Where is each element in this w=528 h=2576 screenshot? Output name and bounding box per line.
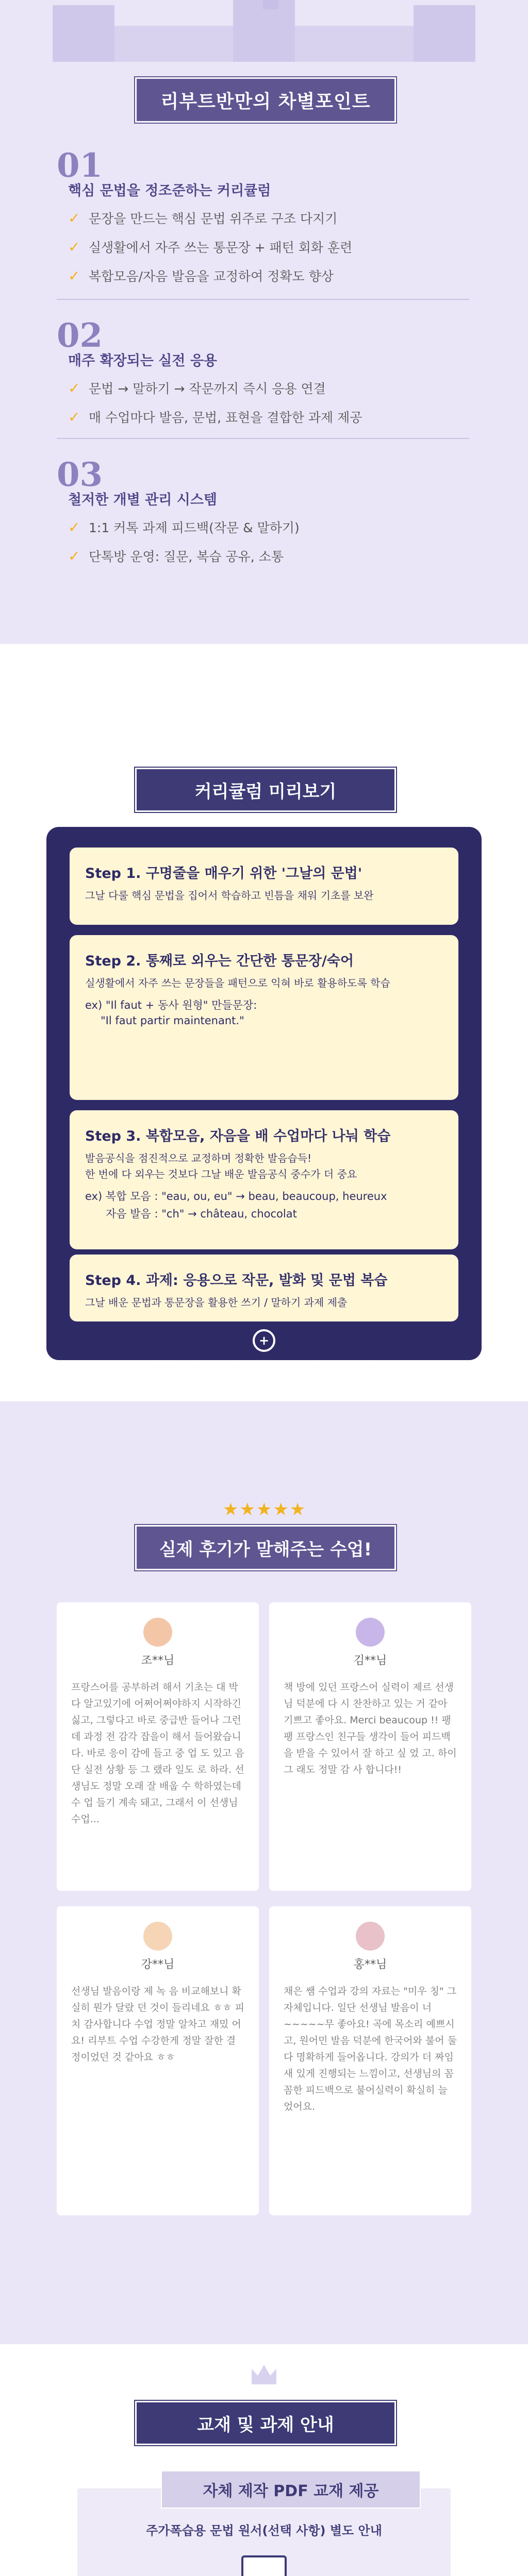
review-card	[269, 1906, 471, 2215]
review-name: 강**님	[141, 1958, 175, 1971]
divider	[57, 438, 469, 439]
point-bullet: ✓ 복합모음/자음 발음을 교정하여 정확도 향상	[68, 267, 334, 284]
review-name: 홍**님	[353, 1958, 387, 1971]
step-desc: 실생활에서 자주 쓰는 문장들을 패턴으로 익혀 바로 활용하도록 학습	[85, 977, 390, 989]
step-title: Step 2. 통째로 외우는 간단한 통문장/숙어	[85, 953, 354, 969]
points-title: 리부트반만의 차별포인트	[135, 77, 396, 123]
step-title: Step 1. 구명줄을 매우기 위한 '그날의 문법'	[85, 866, 362, 882]
zoom-plus-icon: +	[253, 1329, 275, 1352]
point-bullet: ✓ 실생활에서 자주 쓰는 통문장 + 패턴 회화 훈련	[68, 238, 353, 256]
check-icon: ✓	[68, 379, 80, 397]
avatar	[143, 1618, 172, 1647]
point-bullet: ✓ 문법 → 말하기 → 작문까지 즉시 응용 연결	[68, 379, 326, 397]
point-bullet: ✓ 단톡방 운영: 질문, 복습 공유, 소통	[68, 547, 284, 565]
review-text: 채은 쌤 수업과 강의 자료는 "미우 칭" 그 자체입니다. 일단 선생님 발음이 너~~~~~무 좋아요! 곡에 목소리 예쁘시고, 원어민 발음 덕분에 한국어와 불어 둘 다 명확하게 들어옵니다. 강의가 더 짜임새 있게 진행되는 느낌이고, 선생님의 꼼꼼한 피드백으로 불어실력이 확실히 늘었어요.	[284, 1986, 457, 2112]
step-desc: 그날 다룰 핵심 문법을 집어서 학습하고 빈틈을 채워 기초를 보완	[85, 889, 374, 902]
curriculum-step-3	[70, 1110, 458, 1249]
point-number: 03	[57, 455, 103, 494]
point-bullet: ✓ 매 수업마다 발음, 문법, 표현을 결합한 과제 제공	[68, 408, 362, 426]
point-02	[57, 316, 469, 436]
review-text: 책 방에 있던 프랑스어 실력이 제르 선생님 덕분에 다 시 찬찬하고 있는 거 같아 기쁘고 좋아요. Merci beaucoup !! 팽팽 프랑스인 친구들 생각이 들어 피드백을 받을 수 있어서 잘 하고 싶 었 고. 하이 그 래도 정말 감 사 합니다!!	[284, 1682, 457, 1775]
review-card	[57, 1906, 259, 2215]
step-desc: 그날 배운 문법과 통문장을 활용한 쓰기 / 말하기 과제 제출	[85, 1296, 348, 1309]
curriculum-section	[0, 644, 528, 1401]
avatar	[356, 1922, 385, 1951]
avatar	[143, 1922, 172, 1951]
curriculum-title: 커리큘럼 미리보기	[135, 768, 396, 812]
review-name: 김**님	[353, 1654, 387, 1667]
castle-decoration	[84, 0, 444, 62]
reviews-section	[0, 1401, 528, 2344]
step-example: "Il faut partir maintenant."	[101, 1014, 244, 1027]
point-title: 핵심 문법을 정조준하는 커리큘럼	[68, 183, 271, 199]
step-example: ex) "Il faut + 동사 원형" 만들문장:	[85, 999, 257, 1011]
materials-title: 교재 및 과제 안내	[135, 2401, 396, 2445]
divider	[57, 299, 469, 300]
material-pdf	[77, 2482, 451, 2576]
reviews-title: 실제 후기가 말해주는 수업!	[135, 1525, 396, 1570]
point-number: 02	[57, 316, 103, 355]
check-icon: ✓	[68, 238, 80, 256]
curriculum-note: 자세한 목차는 수강 신청 후 확인하실 수 있습니다.	[145, 1360, 383, 1372]
curriculum-step-4	[70, 1255, 458, 1321]
review-text: 선생님 발음이랑 제 녹 음 비교해보니 확실히 뭔가 달랐 던 것이 들리네요 ㅎㅎ 피치 감사합니다 수업 정말 알차고 재밌 어요! 리부트 수업 수강한게 정말 잘한 결정이었던 것 같아요 ㅎㅎ	[71, 1986, 244, 2063]
point-03	[57, 455, 469, 575]
point-bullet: ✓ 문장을 만드는 핵심 문법 위주로 구조 다지기	[68, 209, 338, 227]
review-card	[57, 1602, 259, 1891]
crown-icon	[252, 2365, 276, 2384]
curriculum-step-2	[70, 935, 458, 1100]
step-desc: 한 번에 다 외우는 것보다 그날 배운 발음공식 중수가 더 중요	[85, 1168, 357, 1180]
point-title: 철저한 개별 관리 시스템	[68, 492, 218, 508]
step-example: ex) 복합 모음 : "eau, ou, eu" → beau, beaucoup, heureux	[85, 1190, 387, 1202]
curriculum-step-1	[70, 848, 458, 925]
review-card	[269, 1602, 471, 1891]
check-icon: ✓	[68, 518, 80, 536]
check-icon: ✓	[68, 209, 80, 227]
material-head: 자체 제작 PDF 교재 제공	[161, 2470, 421, 2509]
avatar	[356, 1618, 385, 1647]
material-desc: 주가폭습용 문법 원서(선택 사항) 별도 안내	[146, 2523, 382, 2538]
step-title: Step 3. 복합모음, 자음을 배 수업마다 나눠 학습	[85, 1128, 391, 1144]
check-icon: ✓	[68, 547, 80, 565]
check-icon: ✓	[68, 408, 80, 426]
point-title: 매주 확장되는 실전 응용	[68, 353, 218, 369]
stars-icon: ★★★★★	[223, 1499, 307, 1520]
materials-section	[0, 2344, 528, 2576]
check-icon: ✓	[68, 267, 80, 284]
step-title: Step 4. 과제: 응용으로 작문, 발화 및 문법 복습	[85, 1273, 388, 1289]
point-bullet: ✓ 1:1 커톡 과제 피드백(작문 & 말하기)	[68, 518, 300, 536]
step-example: 자음 발음 : "ch" → château, chocolat	[106, 1208, 297, 1220]
point-01	[57, 146, 469, 295]
point-number: 01	[57, 146, 103, 185]
review-name: 조**님	[141, 1654, 175, 1667]
review-text: 프랑스어를 공부하려 해서 기초는 대 박 다 알고있기에 어쩌어쩌야하지 시작하긴 싫고, 그렇다고 바로 중급반 들어나 그런 데 과정 전 감각 잡을이 해서 들어왔습니다. 바로 응이 감에 들고 중 업 도 있고 음 단 실전 상황 등 그 랬라 일도 로 하라. 선생님도 정말 오래 잘 배웁 수 학하였는데 수 업 들기 계속 돼고, 그래서 이 선생님 수업...	[71, 1682, 244, 1825]
points-section	[0, 0, 528, 644]
step-desc: 발음공식을 점진적으로 교정하며 정확한 발음습득!	[85, 1152, 312, 1164]
pdf-icon	[241, 2555, 287, 2576]
